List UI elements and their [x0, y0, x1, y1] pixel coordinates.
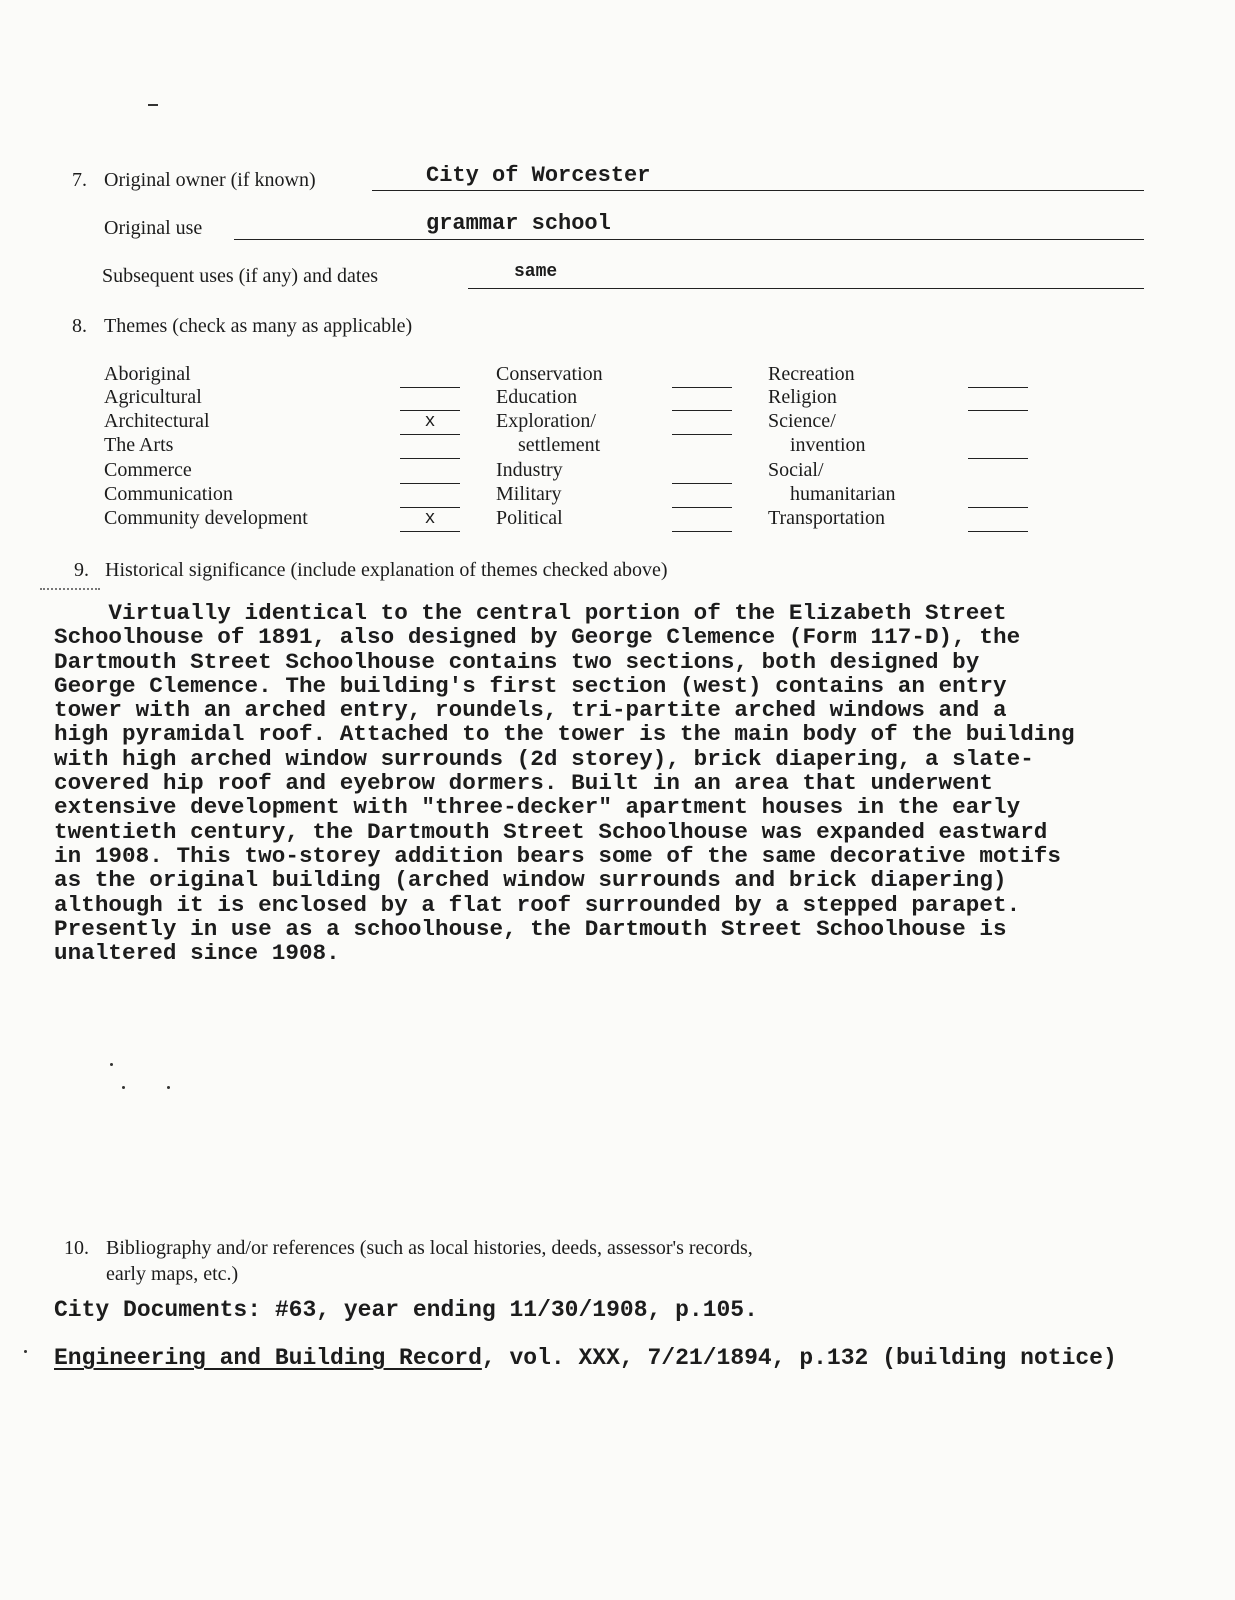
bibliography-label-continued: early maps, etc.) — [106, 1263, 239, 1285]
original-owner-label: Original owner (if known) — [104, 169, 316, 191]
stray-speck — [110, 1063, 113, 1066]
paragraph-line: with high arched window surrounds (2d storey), brick diapering, a slate- — [54, 745, 1034, 772]
paragraph-line: George Clemence. The building's first section (west) contains an entry — [54, 672, 1007, 699]
theme-checkbox-line — [400, 483, 460, 484]
theme-checkbox-line — [400, 458, 460, 459]
theme-conservation: Conservation — [496, 363, 603, 385]
theme-checkbox-line — [400, 434, 460, 435]
historical-significance-text — [54, 601, 1164, 965]
stray-mark — [148, 104, 158, 106]
theme-industry: Industry — [496, 459, 563, 481]
paragraph-line: in 1908. This two-storey addition bears some of the same decorative motifs — [54, 842, 1062, 869]
theme-checkbox-line — [672, 410, 732, 411]
theme-commerce: Commerce — [104, 459, 192, 481]
section-9-number: 9. — [74, 559, 89, 581]
theme-architectural: Architectural — [104, 410, 210, 432]
theme-checkbox-line — [968, 458, 1028, 459]
theme-checkbox-line — [968, 507, 1028, 508]
theme-education: Education — [496, 386, 578, 408]
theme-community-development: Community development — [104, 507, 308, 529]
reference-engineering-record — [54, 1345, 1117, 1371]
paragraph-line: Dartmouth Street Schoolhouse contains two sections, both designed by — [54, 648, 980, 675]
theme-military: Military — [496, 483, 562, 505]
bibliography-label: Bibliography and/or references (such as local histories, deeds, assessor's records, — [106, 1237, 753, 1259]
theme-checkbox-line — [672, 434, 732, 435]
theme-checkbox-line — [672, 483, 732, 484]
theme-checkbox-line — [968, 531, 1028, 532]
theme-checkbox-line — [672, 387, 732, 388]
stray-speck — [167, 1086, 170, 1089]
paragraph-line: covered hip roof and eyebrow dormers. Built in an area that underwent — [54, 770, 993, 797]
theme-communication: Communication — [104, 483, 233, 505]
theme-exploration: Exploration/ — [496, 410, 596, 432]
theme-science: Science/ — [768, 410, 836, 432]
section-10-number: 10. — [64, 1237, 89, 1259]
subsequent-uses-line — [468, 288, 1144, 289]
theme-label-continued: humanitarian — [790, 483, 896, 505]
stray-speck — [122, 1086, 125, 1089]
theme-checkbox-line — [968, 410, 1028, 411]
themes-label: Themes (check as many as applicable) — [104, 315, 413, 337]
theme-political: Political — [496, 507, 563, 529]
reference-details: , vol. XXX, 7/21/1894, p.132 (building notice) — [481, 1345, 1117, 1371]
theme-checkbox-line — [400, 531, 460, 532]
theme-label-continued: invention — [790, 434, 866, 456]
paragraph-line: Presently in use as a schoolhouse, the Dartmouth Street Schoolhouse is — [54, 915, 1007, 942]
historical-significance-label: Historical significance (include explanation of themes checked above) — [105, 559, 668, 581]
subsequent-uses-label: Subsequent uses (if any) and dates — [102, 265, 379, 287]
paragraph-line: high pyramidal roof. Attached to the tower is the main body of the building — [54, 721, 1075, 748]
theme-check-mark: x — [424, 509, 436, 529]
theme-checkbox-line — [672, 507, 732, 508]
paragraph-line: although it is enclosed by a flat roof surrounded by a stepped parapet. — [54, 891, 1021, 918]
dotted-rule — [40, 588, 100, 590]
theme-checkbox-line — [400, 387, 460, 388]
reference-title: Engineering and Building Record — [54, 1345, 482, 1371]
theme-check-mark: x — [424, 412, 436, 432]
section-7-number: 7. — [72, 169, 87, 191]
theme-label-continued: settlement — [518, 434, 601, 456]
original-use-line — [234, 239, 1144, 240]
theme-the-arts: The Arts — [104, 434, 174, 456]
theme-checkbox-line — [968, 387, 1028, 388]
paragraph-line: tower with an arched entry, roundels, tri-partite arched windows and a — [54, 697, 1007, 724]
reference-city-documents: City Documents: #63, year ending 11/30/1908, p.105. — [54, 1297, 758, 1323]
paragraph-line: unaltered since 1908. — [54, 940, 340, 967]
paragraph-line: Schoolhouse of 1891, also designed by George Clemence (Form 117-D), the — [54, 624, 1021, 651]
stray-speck — [24, 1350, 27, 1353]
theme-checkbox-line — [400, 507, 460, 508]
paragraph-line: twentieth century, the Dartmouth Street Schoolhouse was expanded eastward — [54, 818, 1048, 845]
theme-checkbox-line — [400, 410, 460, 411]
original-use-value: grammar school — [426, 211, 611, 236]
original-use-label: Original use — [104, 217, 203, 239]
theme-checkbox-line — [672, 531, 732, 532]
section-8-number: 8. — [72, 315, 87, 337]
theme-aboriginal: Aboriginal — [104, 363, 191, 385]
original-owner-line — [372, 190, 1144, 191]
theme-social: Social/ — [768, 459, 824, 481]
theme-religion: Religion — [768, 386, 837, 408]
paragraph-line: as the original building (arched window surrounds and brick diapering) — [54, 867, 1007, 894]
original-owner-value: City of Worcester — [426, 163, 651, 188]
theme-transportation: Transportation — [768, 507, 886, 529]
paragraph-line: extensive development with "three-decker" apartment houses in the early — [54, 794, 1021, 821]
paragraph-line: Virtually identical to the central portion of the Elizabeth Street — [54, 600, 1007, 626]
theme-recreation: Recreation — [768, 363, 855, 385]
theme-agricultural: Agricultural — [104, 386, 202, 408]
subsequent-uses-value: same — [514, 262, 558, 282]
